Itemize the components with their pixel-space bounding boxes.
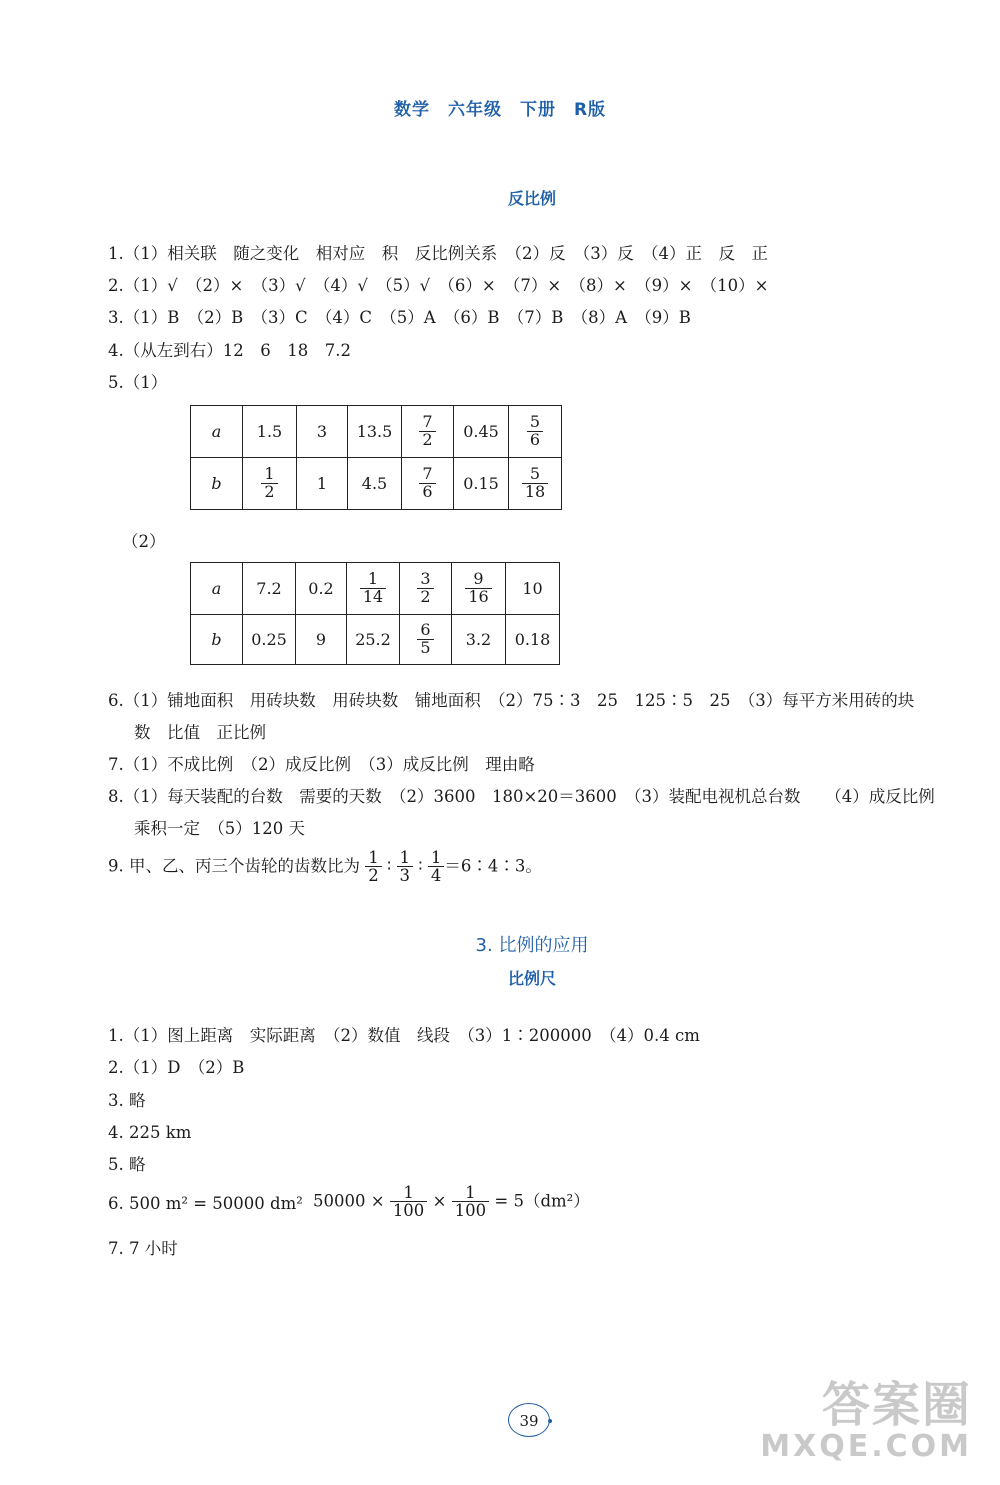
table-cell: 13.5	[348, 406, 402, 458]
table-cell: 4.5	[348, 458, 402, 510]
answer-line-s6-left: 6. 500 m² = 50000 dm²	[108, 1194, 303, 1213]
answer-line-6: 6.（1）铺地面积 用砖块数 用砖块数 铺地面积 （2）75∶3 25 125∶5 25 （3）每平方米用砖的块	[108, 691, 915, 710]
answer-line-1: 1.（1）相关联 随之变化 相对应 积 反比例关系 （2）反 （3）反 （4）正 反 正	[108, 244, 768, 263]
fraction: $\frac{1}{3}$	[397, 849, 414, 885]
page-number: 39	[508, 1403, 550, 1437]
answer-line-s7: 7. 7 小时	[108, 1239, 178, 1258]
table-cell: 3.2	[452, 615, 506, 665]
answer-line-6-cont: 数 比值 正比例	[134, 723, 266, 742]
table-cell: 10	[506, 563, 560, 615]
table-cell: 7.2	[243, 563, 296, 615]
answer-line-7: 7.（1）不成比例 （2）成反比例 （3）成反比例 理由略	[108, 755, 535, 774]
answer-9-text: 9. 甲、乙、丙三个齿轮的齿数比为	[108, 856, 360, 876]
table-cell-label: a	[191, 406, 243, 458]
table-cell-label: a	[191, 563, 243, 615]
table-cell: 1	[297, 458, 348, 510]
answer-line-s1: 1.（1）图上距离 实际距离 （2）数值 线段 （3）1∶200000 （4）0.4 cm	[108, 1026, 700, 1045]
answer-line-8: 8.（1）每天装配的台数 需要的天数 （2）3600 180×20＝3600 （3）装配电视机总台数 （4）成反比例	[108, 787, 935, 806]
fraction: $\frac{7}{2}$	[419, 414, 435, 449]
table-q5-part1	[190, 405, 562, 510]
answer-line-8-cont: 乘积一定 （5）120 天	[134, 819, 305, 838]
part-2-label: （2）	[122, 532, 166, 551]
table-cell	[243, 458, 297, 510]
fraction: $\frac{1}{2}$	[261, 466, 277, 501]
table-cell	[509, 406, 562, 458]
times-sign: ×	[432, 1191, 447, 1211]
table-cell: 0.25	[243, 615, 296, 665]
answer-line-s5: 5. 略	[108, 1155, 146, 1174]
table-cell: 0.18	[506, 615, 560, 665]
fraction: $\frac{1}{4}$	[428, 849, 445, 885]
table-cell	[509, 458, 562, 510]
table-cell	[402, 406, 454, 458]
table-cell: 25.2	[347, 615, 400, 665]
fraction: $\frac{1}{100}$	[452, 1184, 490, 1220]
table-cell: 0.15	[454, 458, 509, 510]
answer-line-s2: 2.（1）D （2）B	[108, 1058, 245, 1077]
fraction: $\frac{3}{2}$	[417, 571, 433, 606]
table-cell	[400, 615, 452, 665]
section-title-proportion-applications: 3. 比例的应用	[475, 935, 589, 956]
answer-line-2: 2.（1）√ （2）× （3）√ （4）√ （5）√ （6）× （7）× （8）× （9）× （10）×	[108, 276, 769, 295]
answer-line-9	[108, 849, 542, 885]
table-cell-label: b	[191, 615, 243, 665]
page-number-dot	[548, 1419, 552, 1423]
answer-line-s4: 4. 225 km	[108, 1123, 192, 1142]
answer-line-5: 5.（1）	[108, 373, 168, 392]
table-cell: 0.2	[296, 563, 347, 615]
fraction: $\frac{1}{100}$	[390, 1184, 428, 1220]
fraction: $\frac{1}{14}$	[360, 571, 386, 606]
answer-line-s3: 3. 略	[108, 1091, 146, 1110]
table-row	[191, 563, 560, 615]
table-row	[191, 406, 562, 458]
section-subtitle-scale: 比例尺	[507, 969, 556, 988]
colon: ∶	[418, 856, 423, 876]
table-cell	[452, 563, 506, 615]
table-q5-part2	[190, 562, 560, 665]
fraction: $\frac{5}{6}$	[527, 414, 543, 449]
watermark-line-1: 答案圈	[821, 1377, 972, 1433]
table-cell: 3	[297, 406, 348, 458]
fraction: $\frac{1}{2}$	[365, 849, 382, 885]
table-cell: 0.45	[454, 406, 509, 458]
table-cell: 9	[296, 615, 347, 665]
table-cell	[402, 458, 454, 510]
fraction: $\frac{5}{18}$	[522, 466, 548, 501]
fraction: $\frac{6}{5}$	[417, 622, 433, 657]
table-row	[191, 458, 562, 510]
answer-9-result: ＝6∶4∶3。	[444, 856, 542, 876]
answer-line-4: 4.（从左到右）12 6 18 7.2	[108, 341, 351, 360]
table-cell	[400, 563, 452, 615]
watermark-line-2: MXQE.COM	[760, 1429, 972, 1464]
answer-line-3: 3.（1）B （2）B （3）C （4）C （5）A （6）B （7）B （8）A （9）B	[108, 308, 691, 327]
watermark-logo	[760, 1379, 972, 1463]
table-cell-label: b	[191, 458, 243, 510]
fraction: $\frac{9}{16}$	[465, 571, 491, 606]
table-row	[191, 615, 560, 665]
calc-result: = 5（dm²）	[494, 1191, 590, 1211]
answer-line-s6-calc	[313, 1184, 590, 1220]
page-header: 数学 六年级 下册 R版	[393, 100, 607, 120]
table-cell	[347, 563, 400, 615]
section-title-inverse-proportion: 反比例	[507, 189, 556, 208]
table-cell: 1.5	[243, 406, 297, 458]
fraction: $\frac{7}{6}$	[419, 466, 435, 501]
colon: ∶	[387, 856, 392, 876]
calc-text: 50000 ×	[313, 1191, 385, 1211]
